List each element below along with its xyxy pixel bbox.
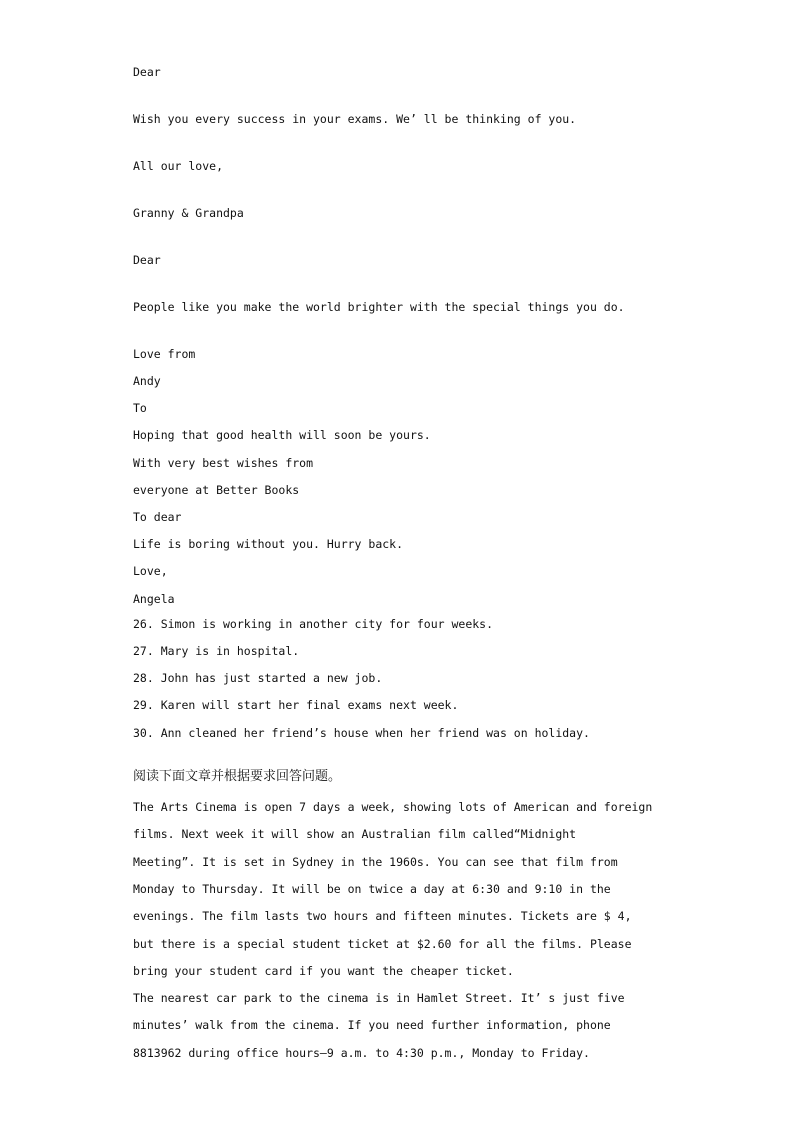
card4-message: Life is boring without you. Hurry back.: [133, 537, 404, 551]
reading-instruction: 阅读下面文章并根据要求回答问题。: [133, 769, 342, 784]
reading-line: minutes’ walk from the cinema. If you need further information, phone: [133, 1018, 611, 1032]
card3-closing: With very best wishes from: [133, 456, 314, 470]
card3-greeting: To: [133, 401, 147, 415]
reading-line: Meeting”. It is set in Sydney in the 1960s. You can see that film from: [133, 855, 618, 869]
reading-line: 8813962 during office hours—9 a.m. to 4:30 p.m., Monday to Friday.: [133, 1046, 590, 1060]
question-26: 26. Simon is working in another city for four weeks.: [133, 617, 494, 631]
card1-signature: Granny & Grandpa: [133, 206, 244, 220]
question-27: 27. Mary is in hospital.: [133, 644, 300, 658]
card4-closing: Love,: [133, 564, 168, 578]
card2-message: People like you make the world brighter with the special things you do.: [133, 300, 625, 314]
reading-line: evenings. The film lasts two hours and fifteen minutes. Tickets are $ 4,: [133, 909, 632, 923]
reading-line: films. Next week it will show an Australian film called“Midnight: [133, 827, 577, 841]
card4-greeting: To dear: [133, 510, 182, 524]
card3-signature: everyone at Better Books: [133, 483, 300, 497]
card2-signature: Andy: [133, 374, 161, 388]
card4-signature: Angela: [133, 592, 175, 606]
card1-closing: All our love,: [133, 159, 224, 173]
card2-closing: Love from: [133, 347, 196, 361]
card1-message: Wish you every success in your exams. We’ ll be thinking of you.: [133, 112, 577, 126]
reading-line: Monday to Thursday. It will be on twice a day at 6:30 and 9:10 in the: [133, 882, 611, 896]
card1-greeting: Dear: [133, 65, 161, 79]
question-30: 30. Ann cleaned her friend’s house when her friend was on holiday.: [133, 726, 590, 740]
reading-line: The nearest car park to the cinema is in Hamlet Street. It’ s just five: [133, 991, 625, 1005]
question-28: 28. John has just started a new job.: [133, 671, 383, 685]
card3-message: Hoping that good health will soon be yours.: [133, 428, 431, 442]
reading-line: bring your student card if you want the cheaper ticket.: [133, 964, 514, 978]
reading-line: but there is a special student ticket at $2.60 for all the films. Please: [133, 937, 632, 951]
card2-greeting: Dear: [133, 253, 161, 267]
reading-line: The Arts Cinema is open 7 days a week, showing lots of American and foreign: [133, 800, 653, 814]
question-29: 29. Karen will start her final exams next week.: [133, 698, 459, 712]
